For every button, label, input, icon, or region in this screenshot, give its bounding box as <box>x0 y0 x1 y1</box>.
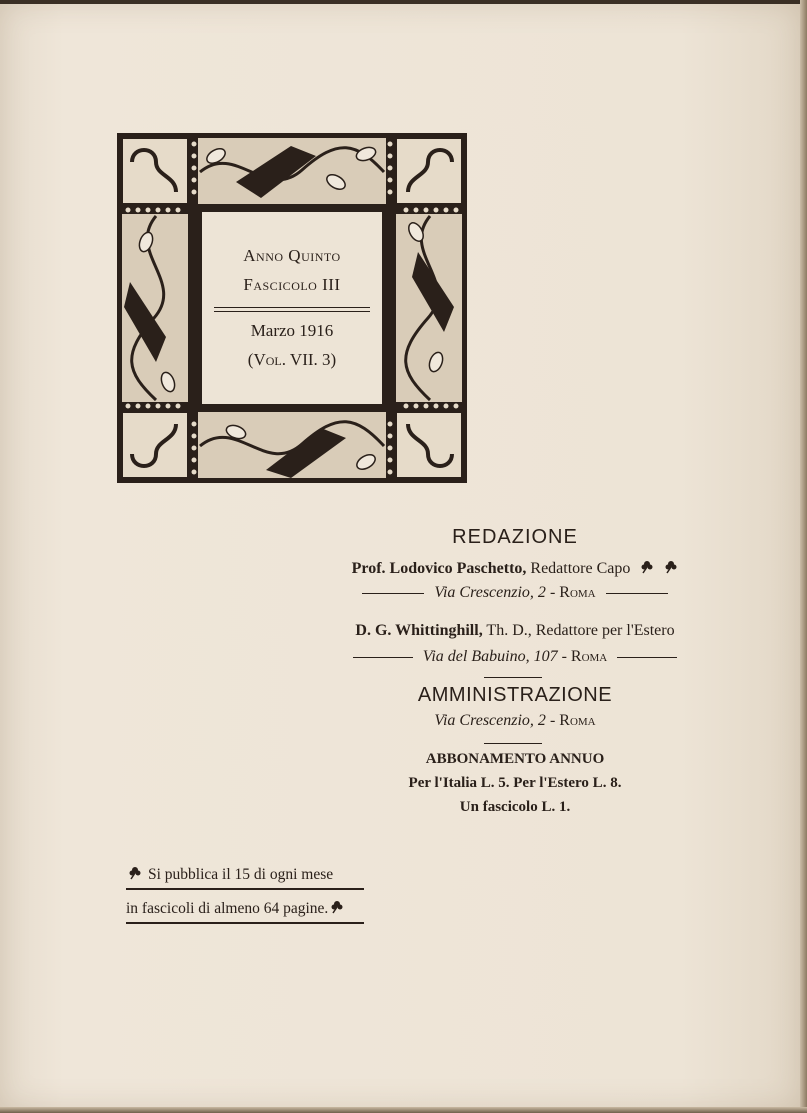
editor2-address: Via del Babuino, 107 <box>422 648 558 665</box>
editor2-name: D. G. Whittinghill, <box>355 622 483 639</box>
publication-line-1 <box>126 860 364 890</box>
dash-rule <box>606 593 668 594</box>
dash-rule <box>362 593 424 594</box>
ornamental-frame <box>116 132 468 484</box>
publication-frequency: Si pubblica il 15 di ogni mese <box>148 866 334 883</box>
editor2-address-line <box>330 648 700 666</box>
flower-ornament-icon <box>640 560 654 574</box>
flower-ornament-icon <box>664 560 678 574</box>
editor1-address-line <box>330 584 700 602</box>
editor2-line <box>330 622 700 640</box>
amministrazione-heading: AMMINISTRAZIONE <box>417 684 613 706</box>
volume-year: Anno Quinto <box>243 246 341 265</box>
double-rule <box>214 307 370 312</box>
admin-city: - Roma <box>549 712 596 729</box>
editor1-name: Prof. Lodovico Paschetto, <box>351 560 527 577</box>
issue-number: Fascicolo III <box>243 275 341 294</box>
editor1-address: Via Crescenzio, 2 <box>434 584 546 601</box>
issue-date: Marzo 1916 <box>250 321 334 340</box>
frame-text-panel <box>202 212 382 404</box>
volume-number: (Vol. VII. 3) <box>247 350 337 369</box>
editor2-city: - Roma <box>561 648 608 665</box>
admin-address-line <box>330 712 700 730</box>
dash-rule <box>617 657 677 658</box>
dash-rule <box>353 657 413 658</box>
publication-notice <box>126 860 364 924</box>
abbonamento-single: Un fascicolo L. 1. <box>459 799 571 815</box>
editor1-role: Redattore Capo <box>530 560 631 577</box>
publication-pages: in fascicoli di almeno 64 pagine. <box>126 900 329 917</box>
editor1-line <box>330 560 700 578</box>
page-edge-bottom <box>0 1107 807 1113</box>
publication-line-2 <box>126 894 364 924</box>
editor1-city: - Roma <box>549 584 596 601</box>
page-edge-right <box>800 0 807 1113</box>
admin-address: Via Crescenzio, 2 <box>434 712 546 729</box>
section-separator <box>484 743 542 744</box>
redazione-heading: REDAZIONE <box>452 526 578 548</box>
flower-ornament-icon <box>330 900 344 914</box>
flower-ornament-icon <box>128 866 142 880</box>
section-separator <box>484 677 542 678</box>
abbonamento-prices: Per l'Italia L. 5. Per l'Estero L. 8. <box>408 775 622 791</box>
editor2-role: Th. D., Redattore per l'Estero <box>486 622 675 639</box>
abbonamento-heading: ABBONAMENTO ANNUO <box>425 751 605 767</box>
